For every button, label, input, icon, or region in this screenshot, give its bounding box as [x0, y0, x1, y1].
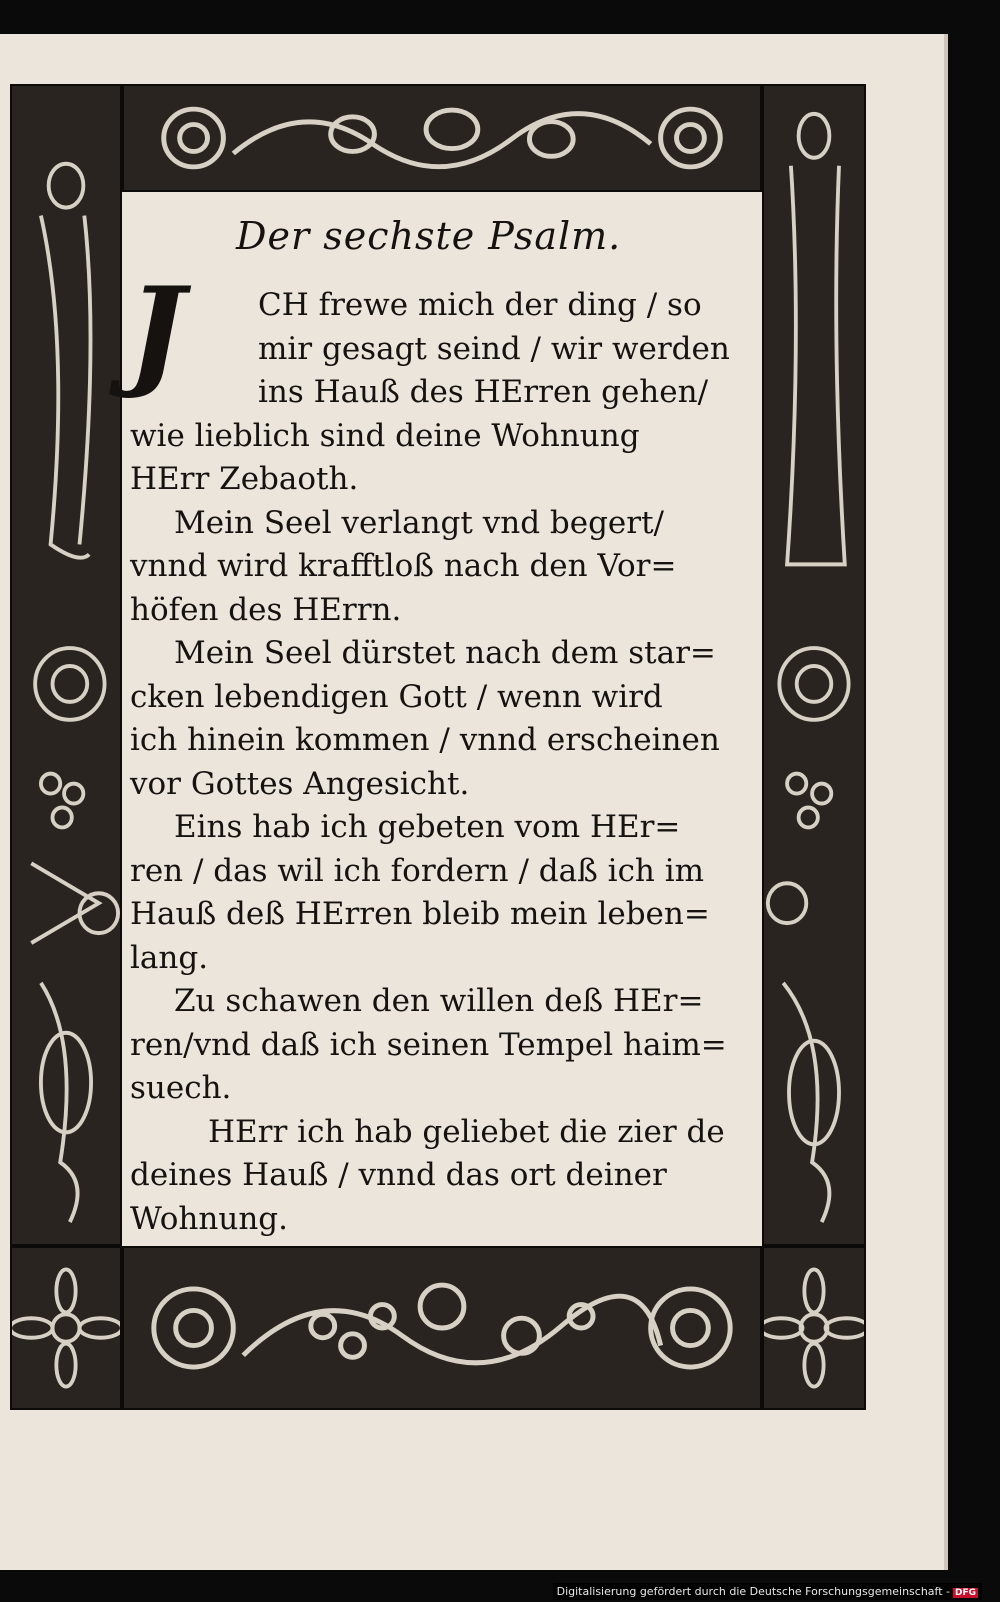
ornament-left-panel	[10, 84, 122, 1246]
text-line: wie lieblich sind deine Wohnung	[130, 417, 640, 454]
text-line: HErr Zebaoth.	[130, 461, 359, 497]
text-line: Mein Seel verlangt vnd begert/	[174, 504, 664, 541]
psalm-body	[130, 284, 748, 1241]
text-line: suech.	[130, 1070, 232, 1106]
text-line: cken lebendigen Gott / wenn wird	[130, 678, 663, 715]
text-line: HErr ich hab geliebet die zier de	[208, 1113, 725, 1150]
ornament-flower-bottom-left	[10, 1246, 122, 1410]
page-edge	[944, 34, 948, 1570]
text-line: mir gesagt seind / wir werden	[258, 330, 730, 367]
text-line: vnnd wird krafftloß nach den Vor=	[130, 548, 677, 584]
drop-cap-initial: J	[128, 261, 185, 402]
text-line: ich hinein kommen / vnnd erscheinen	[130, 722, 720, 758]
text-line: Eins hab ich gebeten vom HEr=	[174, 809, 681, 845]
ornament-top-panel	[122, 84, 762, 192]
dfg-logo: DFG	[954, 1588, 976, 1598]
text-line: lang.	[130, 939, 209, 976]
text-line: ren / das wil ich fordern / daß ich im	[130, 852, 705, 889]
text-line: Mein Seel dürstet nach dem star=	[174, 635, 716, 671]
text-line: vor Gottes Angesicht.	[130, 765, 470, 802]
text-line: Zu schawen den willen deß HEr=	[174, 983, 704, 1019]
ornament-flower-bottom-right	[762, 1246, 866, 1410]
credit-text: Digitalisierung gefördert durch die Deutsche Forschungsgemeinschaft -	[556, 1585, 950, 1598]
psalm-text-area	[122, 194, 752, 1237]
text-line: deines Hauß / vnnd das ort deiner	[130, 1157, 667, 1193]
page-title: Der sechste Psalm.	[236, 214, 622, 258]
ornament-right-panel	[762, 84, 866, 1246]
text-line: ren/vnd daß ich seinen Tempel haim=	[130, 1026, 727, 1063]
text-line: ins Hauß des HErren gehen/	[258, 374, 709, 410]
text-line: höfen des HErrn.	[130, 591, 402, 628]
text-line: Hauß deß HErren bleib mein leben=	[130, 896, 710, 932]
text-line: Wohnung.	[130, 1200, 288, 1237]
digitization-credit	[553, 1583, 982, 1600]
text-line: CH frewe mich der ding / so	[258, 287, 702, 323]
ornament-bottom-panel	[122, 1246, 762, 1410]
